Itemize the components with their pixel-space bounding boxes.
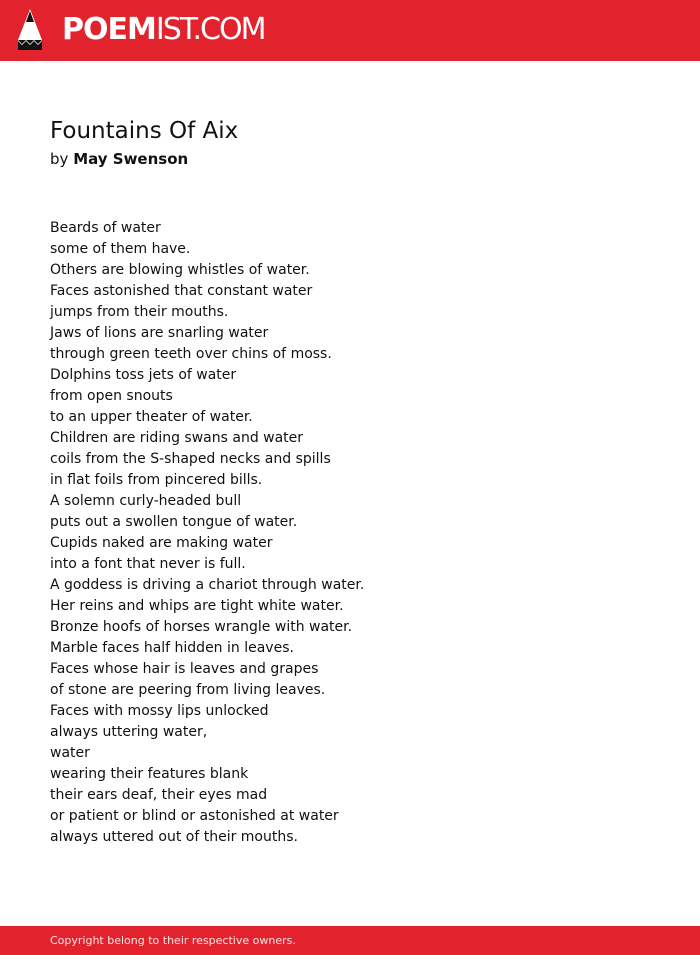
poem-line: into a font that never is full. bbox=[50, 556, 246, 572]
poem-line: Dolphins toss jets of water bbox=[50, 367, 237, 383]
poem-line: A solemn curly-headed bull bbox=[50, 493, 242, 509]
brand-name-light: IST.COM bbox=[155, 12, 265, 47]
poem-title: Fountains Of Aix bbox=[50, 118, 239, 144]
poem-line: Faces with mossy lips unlocked bbox=[50, 703, 269, 719]
poem-line: Bronze hoofs of horses wrangle with water. bbox=[50, 619, 353, 635]
poem-line: through green teeth over chins of moss. bbox=[50, 346, 332, 362]
site-footer bbox=[0, 926, 700, 955]
poem-line: of stone are peering from living leaves. bbox=[50, 682, 326, 698]
byline bbox=[50, 149, 188, 169]
poem-line: always uttering water, bbox=[50, 724, 208, 740]
poem-line: from open snouts bbox=[50, 388, 173, 404]
poem-line: Cupids naked are making water bbox=[50, 535, 273, 551]
poem-line: jumps from their mouths. bbox=[50, 304, 229, 320]
poem-line: always uttered out of their mouths. bbox=[50, 829, 298, 845]
copyright-notice: Copyright belong to their respective owners. bbox=[50, 934, 296, 947]
byline-prefix: by bbox=[50, 150, 69, 168]
poem-body bbox=[50, 218, 364, 848]
poem-line: their ears deaf, their eyes mad bbox=[50, 787, 268, 803]
poem-line: or patient or blind or astonished at water bbox=[50, 808, 339, 824]
poem-line: Marble faces half hidden in leaves. bbox=[50, 640, 294, 656]
poem-line: coils from the S-shaped necks and spills bbox=[50, 451, 331, 467]
poem-line: Faces astonished that constant water bbox=[50, 283, 313, 299]
poem-line: to an upper theater of water. bbox=[50, 409, 253, 425]
poem-line: Beards of water bbox=[50, 220, 161, 236]
pencil-tip-icon bbox=[17, 8, 43, 52]
poem-line: puts out a swollen tongue of water. bbox=[50, 514, 298, 530]
poem-line: Her reins and whips are tight white water. bbox=[50, 598, 344, 614]
poem-line: Jaws of lions are snarling water bbox=[50, 325, 269, 341]
poem-line: A goddess is driving a chariot through water. bbox=[50, 577, 365, 593]
brand-name-bold: POEM bbox=[62, 12, 156, 47]
poem-line: in flat foils from pincered bills. bbox=[50, 472, 263, 488]
poem-line: Faces whose hair is leaves and grapes bbox=[50, 661, 319, 677]
site-header bbox=[0, 0, 700, 61]
poem-line: water bbox=[50, 745, 90, 761]
poem-line: wearing their features blank bbox=[50, 766, 249, 782]
site-logo-link[interactable] bbox=[62, 13, 264, 47]
poem-line: Children are riding swans and water bbox=[50, 430, 304, 446]
author-name: May Swenson bbox=[73, 150, 189, 168]
poem-line: some of them have. bbox=[50, 241, 191, 257]
poem-line: Others are blowing whistles of water. bbox=[50, 262, 310, 278]
